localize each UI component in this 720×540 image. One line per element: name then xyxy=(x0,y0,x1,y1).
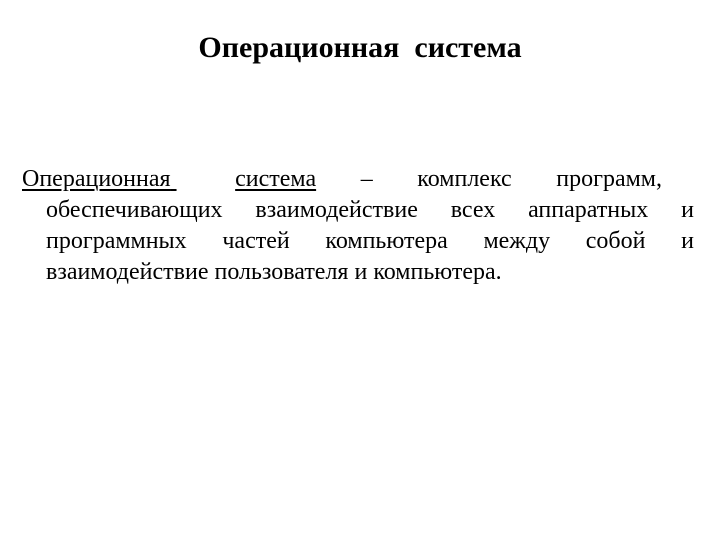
definition-word: программ, xyxy=(556,166,662,192)
slide-title: Операционная система xyxy=(198,31,522,64)
definition-word: частей xyxy=(222,228,290,254)
definition-word: комплекс xyxy=(417,166,512,192)
definition-word: и xyxy=(681,197,694,223)
term-word-2: система xyxy=(235,166,317,192)
definition-line-4: взаимодействие пользователя и компьютера. xyxy=(46,259,502,285)
definition-line-2 xyxy=(22,195,694,226)
definition-paragraph xyxy=(22,164,694,288)
definition-line-1 xyxy=(22,164,662,195)
definition-word: обеспечивающих xyxy=(46,197,223,223)
definition-line-3 xyxy=(22,226,694,257)
definition-word: аппаратных xyxy=(528,197,649,223)
definition-word: компьютера xyxy=(325,228,448,254)
definition-word: и xyxy=(681,228,694,254)
definition-word: программных xyxy=(46,228,187,254)
definition-word: взаимодействие xyxy=(255,197,418,223)
definition-word: собой xyxy=(585,228,646,254)
definition-word: между xyxy=(483,228,551,254)
term-word-1: Операционная xyxy=(22,166,171,192)
definition-word: всех xyxy=(450,197,496,223)
term-underline-gap xyxy=(171,164,191,195)
definition-dash: – xyxy=(360,166,373,192)
term-phrase xyxy=(22,164,191,195)
